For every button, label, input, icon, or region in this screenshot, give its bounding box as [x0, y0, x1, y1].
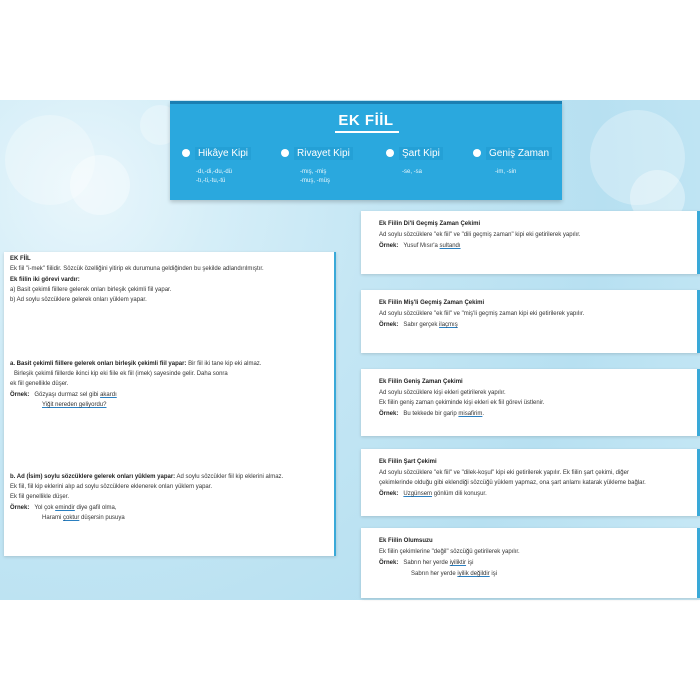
section-a-line: ek fiil genellikle düşer. [10, 381, 69, 387]
underlined-word: iyiliktir [449, 560, 467, 566]
section-b-line: Ek fiil genellikle düşer. [10, 494, 70, 500]
suffix-line: -tı,-ti,-tu,-tü [196, 178, 226, 184]
title-underline [335, 131, 399, 133]
bullet-icon [281, 149, 289, 157]
tense-suffixes [196, 168, 232, 186]
card-text: Ad soylu sözcüklere "ek fiil" ve "miş'li geçmiş zaman kipi eki getirilerek yapılır. [379, 311, 585, 317]
duty-a: a) Basit çekimli fiillere gelerek onları birleşik çekimli fiil yapar. [10, 287, 172, 293]
decorative-bubble [70, 155, 130, 215]
suffix-line: -muş, -müş [300, 178, 330, 184]
card-example [379, 560, 473, 566]
example-text: Bu tekkede bir garip [403, 411, 459, 417]
section-a-rest: Bir fiil iki tane kip eki almaz. [188, 361, 262, 367]
duties-title: Ek fiilin iki görevi vardır: [10, 277, 80, 283]
card-example-2 [411, 571, 497, 577]
example-text: gönlüm dili konuşur. [432, 491, 487, 497]
suffix-line: -mış, -miş [300, 169, 327, 175]
tense-label: Rivayet Kipi [294, 147, 353, 160]
section-b-example [10, 504, 117, 512]
tense-hikaye [182, 145, 251, 161]
card-example [379, 491, 487, 497]
section-a-heading [10, 360, 261, 368]
tense-label: Hikâye Kipi [195, 147, 251, 160]
card-text: Ad soylu sözcüklere "ek fiil" ve "dilek-koşul" kipi eki getirilerek yapılır. Ek fiilin şart çekimi, diğer [379, 470, 629, 476]
card-example [379, 322, 458, 328]
example-label: Örnek: [379, 243, 399, 249]
tense-label: Şart Kipi [399, 147, 443, 160]
card-olumsuz [361, 528, 700, 598]
card-title: Ek Fiilin Geniş Zaman Çekimi [379, 379, 463, 385]
example-label: Örnek: [379, 560, 399, 566]
example-text: Sabrın her yerde [411, 571, 458, 577]
card-genis-zaman [361, 369, 700, 436]
section-b-rest: Ad soylu sözcükler fiil kip eklerini almaz. [176, 474, 284, 480]
tense-genis [473, 145, 552, 161]
section-a-example [10, 391, 117, 399]
section-b-line: Ek fiil, fiil kip eklerini alıp ad soylu sözcüklere eklenerek onları yüklem yapar. [10, 484, 213, 490]
card-title: Ek Fiilin Di'li Geçmiş Zaman Çekimi [379, 221, 481, 227]
underlined-word: ilaçmış [439, 322, 458, 328]
tense-label: Geniş Zaman [486, 147, 552, 160]
card-misli-gecmis [361, 290, 700, 353]
bullet-icon [386, 149, 394, 157]
example-text: Sabır gerçek [403, 322, 440, 328]
example-text: Yusuf Mısır'a [403, 243, 440, 249]
underlined-word: misafirim [458, 411, 483, 417]
example-label: Örnek: [379, 491, 399, 497]
example-text: işi [466, 560, 474, 566]
intro-text: Ek fiil "i-mek" fiilidir. Sözcük özelliğini yitirip ek durumuna geldiğinden bu şekilde adlandırılmıştır. [10, 266, 264, 272]
example-text: Gözyaşı durmaz sel gibi [34, 392, 101, 398]
tense-rivayet [281, 145, 353, 161]
section-a-title: a. Basit çekimli fiillere gelerek onları birleşik çekimli fiil yapar: [10, 361, 187, 367]
tense-suffixes [402, 168, 422, 177]
example-text: . [482, 411, 485, 417]
ek-fiil-panel [4, 252, 336, 556]
tense-suffixes [495, 168, 516, 177]
section-b-title: b. Ad (İsim) soylu sözcüklere gelerek onları yüklem yapar: [10, 474, 176, 480]
underlined-word: sultandı [439, 243, 461, 249]
tense-sart [386, 145, 443, 161]
card-title: Ek Fiilin Miş'li Geçmiş Zaman Çekimi [379, 300, 485, 306]
card-title: Ek Fiilin Şart Çekimi [379, 459, 437, 465]
underlined-word: akardı [100, 392, 117, 398]
duty-b: b) Ad soylu sözcüklere gelerek onları yüklem yapar. [10, 297, 147, 303]
card-title: Ek Fiilin Olumsuzu [379, 538, 433, 544]
example-label: Örnek: [379, 322, 399, 328]
example-text: Sabrın her yerde [403, 560, 450, 566]
bullet-icon [473, 149, 481, 157]
card-text: Ad soylu sözcüklere "ek fiil" ve "dili geçmiş zaman" kipi eki getirilerek yapılır. [379, 232, 581, 238]
section-a-example-2 [42, 401, 107, 409]
section-a-line: Birleşik çekimli fiillerde ikinci kip eki fiile ek fiil (imek) sayesinde gelir. Daha sonra [14, 371, 228, 377]
card-text: çekimlerinde olduğu gibi eklendiği sözcüğü yüklem yapmaz, ona şart anlamı katarak yükleme bağlar. [379, 480, 646, 486]
tense-suffixes [300, 168, 330, 186]
suffix-line: -im, -sin [495, 169, 517, 175]
example-text: diye gafil olma, [74, 505, 117, 511]
suffix-line: -dı,-di,-du,-dü [196, 169, 233, 175]
page-title: EK FİİL [338, 112, 394, 129]
header-banner [170, 101, 562, 200]
example-text: Harami [42, 515, 64, 521]
underlined-word: Yiğit nereden geliyordu? [42, 402, 107, 408]
example-text: düşersin pusuya [79, 515, 125, 521]
underlined-word: Uzgünsem [403, 491, 433, 497]
card-example [379, 243, 461, 249]
underlined-word: çoktur [63, 515, 80, 521]
card-text: Ek fiilin çekimlerine "değil" sözcüğü getirilerek yapılır. [379, 549, 520, 555]
card-text: Ek fiilin geniş zaman çekiminde kişi ekleri ek fiil görevi üstlenir. [379, 400, 545, 406]
section-b-heading [10, 473, 283, 481]
example-label: Örnek: [10, 505, 30, 511]
bullet-icon [182, 149, 190, 157]
example-text: işi [489, 571, 498, 577]
card-dili-gecmis [361, 211, 700, 274]
suffix-line: -se, -sa [402, 169, 423, 175]
underlined-word: iyilik değildir [457, 571, 490, 577]
example-label: Örnek: [379, 411, 399, 417]
example-text: Yol çok [34, 505, 56, 511]
card-example [379, 411, 484, 417]
example-label: Örnek: [10, 392, 30, 398]
underlined-word: emindir [55, 505, 75, 511]
card-text: Ad soylu sözcüklere kişi ekleri getirilerek yapılır. [379, 390, 506, 396]
section-b-example-2 [42, 514, 125, 522]
card-sart [361, 449, 700, 516]
panel-title: EK FİİL [10, 256, 31, 262]
